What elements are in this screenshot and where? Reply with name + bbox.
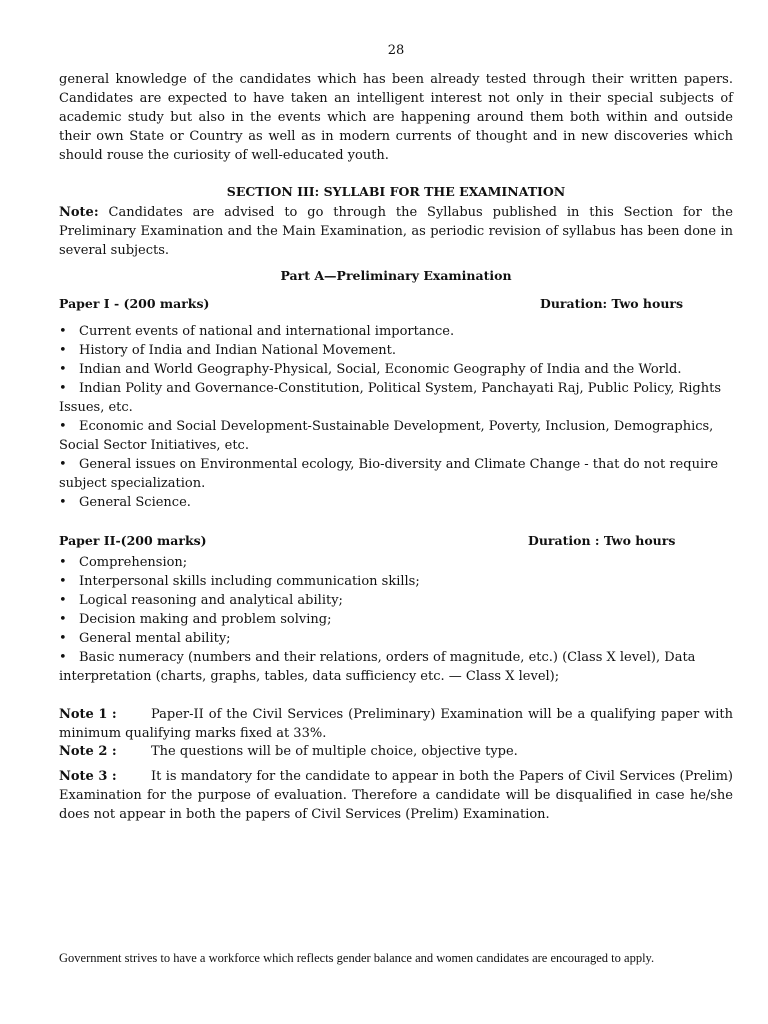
bullet-icon: • bbox=[59, 574, 67, 589]
list-item-text: Comprehension; bbox=[79, 555, 188, 570]
list-item-text: Decision making and problem solving; bbox=[79, 612, 332, 627]
list-item bbox=[59, 610, 733, 629]
footer-text: Government strives to have a workforce which reflects gender balance and women candidates are encouraged to apply. bbox=[59, 951, 655, 965]
bullet-icon: • bbox=[59, 495, 67, 510]
note-3 bbox=[59, 767, 733, 824]
list-item-text: General mental ability; bbox=[79, 631, 231, 646]
document-page bbox=[59, 0, 733, 1024]
bullet-icon: • bbox=[59, 593, 67, 608]
list-item bbox=[59, 360, 733, 379]
list-item bbox=[59, 493, 733, 512]
bullet-icon: • bbox=[59, 381, 67, 396]
list-item-text: Current events of national and international importance. bbox=[79, 324, 455, 339]
note-1 bbox=[59, 705, 733, 743]
note-3-text: It is mandatory for the candidate to appear in both the Papers of Civil Services (Prelim) Examination for the purpose of evaluation. Therefore a candidate will be disqualified in case he/she does not appear in both the papers of Civil Services (Prelim) Examination. bbox=[59, 769, 733, 822]
bullet-icon: • bbox=[59, 457, 67, 472]
bullet-icon: • bbox=[59, 612, 67, 627]
list-item-text: Economic and Social Development-Sustainable Development, Poverty, Inclusion, Demographics, Social Sector Initiatives, etc. bbox=[59, 419, 714, 453]
page-number: 28 bbox=[387, 43, 405, 58]
list-item bbox=[59, 322, 733, 341]
list-item bbox=[59, 455, 733, 493]
list-item-text: Interpersonal skills including communication skills; bbox=[79, 574, 420, 589]
note-2-label: Note 2 : bbox=[59, 744, 117, 759]
bullet-icon: • bbox=[59, 650, 67, 665]
note-3-label: Note 3 : bbox=[59, 769, 117, 784]
list-item bbox=[59, 648, 733, 686]
bullet-icon: • bbox=[59, 324, 67, 339]
paper1-duration: Duration: Two hours bbox=[540, 296, 684, 311]
bullet-icon: • bbox=[59, 343, 67, 358]
paper1-title: Paper I - (200 marks) bbox=[59, 296, 210, 311]
list-item bbox=[59, 572, 733, 591]
part-title: Part A—Preliminary Examination bbox=[280, 268, 512, 283]
bullet-icon: • bbox=[59, 419, 67, 434]
list-item-text: Indian and World Geography-Physical, Social, Economic Geography of India and the World. bbox=[79, 362, 682, 377]
list-item-text: Indian Polity and Governance-Constitution, Political System, Panchayati Raj, Public Policy, Rights Issues, etc. bbox=[59, 381, 722, 415]
note-2-text: The questions will be of multiple choice, objective type. bbox=[151, 744, 518, 759]
list-item bbox=[59, 417, 733, 455]
intro-paragraph: general knowledge of the candidates which has been already tested through their written papers. Candidates are expected to have taken an intelligent interest not only in their special subjects of academic study but also in the events which are happening around them both within and outside their own State or Country as well as in modern currents of thought and in new discoveries which should rouse the curiosity of well-educated youth. bbox=[59, 72, 733, 163]
syllabus-note-label: Note: bbox=[59, 205, 99, 220]
list-item-text: Basic numeracy (numbers and their relations, orders of magnitude, etc.) (Class X level), Data interpretation (charts, graphs, tables, data sufficiency etc. — Class X level); bbox=[59, 650, 696, 684]
list-item bbox=[59, 591, 733, 610]
list-item bbox=[59, 341, 733, 360]
note-1-label: Note 1 : bbox=[59, 707, 117, 722]
note-2 bbox=[59, 742, 733, 761]
list-item bbox=[59, 553, 733, 572]
bullet-icon: • bbox=[59, 631, 67, 646]
bullet-icon: • bbox=[59, 555, 67, 570]
paper2-duration: Duration : Two hours bbox=[528, 533, 676, 548]
list-item-text: General Science. bbox=[79, 495, 191, 510]
section-title: SECTION III: SYLLABI FOR THE EXAMINATION bbox=[226, 184, 566, 199]
syllabus-note bbox=[59, 203, 733, 260]
bullet-icon: • bbox=[59, 362, 67, 377]
syllabus-note-text: Candidates are advised to go through the Syllabus published in this Section for the Preliminary Examination and the Main Examination, as periodic revision of syllabus has been done in several subjects. bbox=[59, 205, 733, 258]
paper1-topic-list bbox=[59, 322, 733, 512]
list-item bbox=[59, 629, 733, 648]
paper2-topic-list bbox=[59, 553, 733, 686]
list-item-text: History of India and Indian National Movement. bbox=[79, 343, 397, 358]
note-1-text: Paper-II of the Civil Services (Preliminary) Examination will be a qualifying paper with minimum qualifying marks fixed at 33%. bbox=[59, 707, 733, 741]
list-item bbox=[59, 379, 733, 417]
paper2-title: Paper II-(200 marks) bbox=[59, 533, 207, 548]
list-item-text: General issues on Environmental ecology, Bio-diversity and Climate Change - that do not require subject specialization. bbox=[59, 457, 719, 491]
list-item-text: Logical reasoning and analytical ability; bbox=[79, 593, 343, 608]
